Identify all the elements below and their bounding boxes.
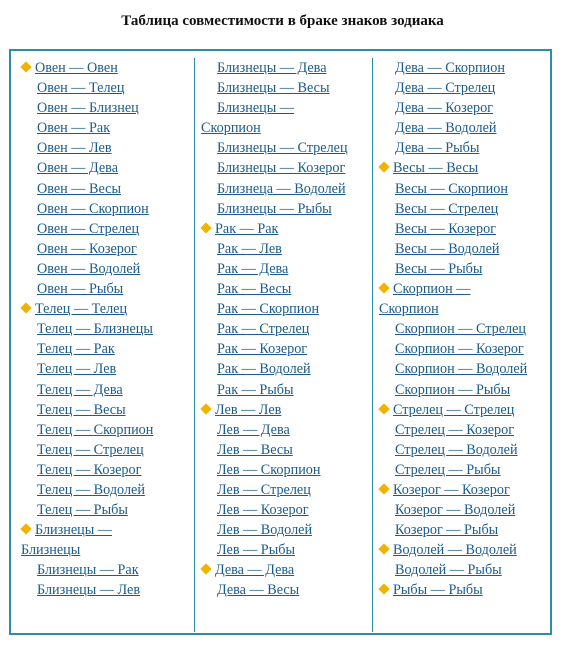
pair-item — [373, 279, 551, 299]
pair-item — [11, 480, 194, 500]
pair-item — [195, 158, 372, 178]
pair-link[interactable]: Овен — Телец — [37, 80, 125, 97]
pair-item — [195, 98, 372, 118]
diamond-bullet-icon — [378, 162, 389, 173]
pair-item — [11, 199, 194, 219]
pair-item — [11, 520, 194, 540]
pair-item — [11, 98, 194, 118]
pair-item — [195, 219, 372, 239]
pair-link[interactable]: Телец — Весы — [37, 401, 126, 418]
pair-link[interactable]: Лев — Дева — [217, 421, 290, 438]
pair-link[interactable]: Близнецы — Рак — [37, 562, 139, 579]
pair-link[interactable]: Рак — Лев — [217, 240, 282, 257]
pair-item — [195, 460, 372, 480]
pair-item — [195, 540, 372, 560]
pair-item — [11, 58, 194, 78]
pair-link[interactable]: Водолей — Водолей — [393, 542, 517, 559]
pair-link[interactable]: Лев — Весы — [217, 441, 293, 458]
pair-link[interactable]: Телец — Телец — [35, 301, 128, 318]
pair-link[interactable]: Телец — Рак — [37, 341, 115, 358]
pair-link[interactable]: Стрелец — Рыбы — [395, 461, 501, 478]
diamond-bullet-icon — [378, 544, 389, 555]
pair-link[interactable]: Скорпион — — [393, 281, 471, 298]
pair-item — [373, 138, 551, 158]
pair-link[interactable]: Близнецы — Стрелец — [217, 140, 348, 157]
pair-link[interactable]: Скорпион — [379, 301, 439, 318]
diamond-bullet-icon — [20, 61, 31, 72]
pair-link[interactable]: Рак — Рыбы — [217, 381, 294, 398]
pair-item — [11, 299, 194, 319]
pair-link[interactable]: Стрелец — Стрелец — [393, 401, 515, 418]
pair-item — [373, 420, 551, 440]
pair-item — [11, 78, 194, 98]
pair-link[interactable]: Рак — Стрелец — [217, 321, 310, 338]
pair-link[interactable]: Козерог — Водолей — [395, 502, 516, 519]
pair-item — [195, 239, 372, 259]
pair-link[interactable]: Весы — Стрелец — [395, 200, 499, 217]
pair-item — [373, 339, 551, 359]
pair-link[interactable]: Скорпион — Рыбы — [395, 381, 511, 398]
column-1 — [11, 58, 195, 632]
pair-item — [373, 78, 551, 98]
pair-link[interactable]: Телец — Скорпион — [37, 421, 154, 438]
pair-link[interactable]: Овен — Козерог — [37, 240, 137, 257]
pair-link[interactable]: Лев — Скорпион — [217, 461, 321, 478]
pair-item — [11, 138, 194, 158]
pair-link[interactable]: Овен — Рыбы — [37, 281, 124, 298]
column-2 — [195, 58, 373, 632]
pair-item — [373, 259, 551, 279]
pair-link[interactable]: Рак — Скорпион — [217, 301, 320, 318]
pair-item — [195, 339, 372, 359]
pair-link[interactable]: Телец — Стрелец — [37, 441, 144, 458]
pair-item — [11, 319, 194, 339]
pair-link[interactable]: Лев — Лев — [215, 401, 282, 418]
pair-item — [195, 580, 372, 600]
pair-link[interactable]: Рак — Рак — [215, 220, 279, 237]
pair-item — [11, 118, 194, 138]
pair-link[interactable]: Овен — Скорпион — [37, 200, 149, 217]
pair-item — [373, 98, 551, 118]
pair-item — [11, 460, 194, 480]
pair-link[interactable]: Овен — Дева — [37, 160, 118, 177]
pair-link[interactable]: Дева — Скорпион — [395, 60, 505, 76]
pair-link[interactable]: Лев — Козерог — [217, 502, 309, 519]
pair-link[interactable]: Близнецы — Козерог — [217, 160, 346, 177]
pair-item — [195, 500, 372, 520]
diamond-bullet-icon — [20, 302, 31, 313]
pair-item — [11, 239, 194, 259]
pair-item — [373, 400, 551, 420]
pair-item — [11, 259, 194, 279]
pair-item — [195, 259, 372, 279]
pair-item — [11, 279, 194, 299]
pair-link[interactable]: Дева — Весы — [217, 582, 300, 599]
pair-item — [11, 179, 194, 199]
pair-link[interactable]: Телец — Водолей — [37, 481, 145, 498]
pair-item — [373, 319, 551, 339]
pair-link[interactable]: Весы — Водолей — [395, 240, 500, 257]
pair-item — [195, 480, 372, 500]
diamond-bullet-icon — [200, 222, 211, 233]
pair-link[interactable]: Телец — Дева — [37, 381, 123, 398]
pair-item — [373, 179, 551, 199]
pair-link[interactable]: Овен — Весы — [37, 180, 121, 197]
pair-item — [11, 440, 194, 460]
pair-link[interactable]: Близнеца — Водолей — [217, 180, 346, 197]
diamond-bullet-icon — [378, 282, 389, 293]
pair-link[interactable]: Дева — Стрелец — [395, 80, 496, 97]
pair-item — [373, 359, 551, 379]
pair-item — [195, 359, 372, 379]
pair-link[interactable]: Овен — Стрелец — [37, 220, 140, 237]
pair-item — [11, 400, 194, 420]
pair-link[interactable]: Рак — Дева — [217, 260, 289, 277]
diamond-bullet-icon — [200, 403, 211, 414]
pair-link[interactable]: Дева — Козерог — [395, 100, 493, 117]
diamond-bullet-icon — [378, 483, 389, 494]
pair-link[interactable]: Скорпион — [201, 120, 261, 137]
diamond-bullet-icon — [20, 523, 31, 534]
pair-link[interactable]: Овен — Овен — [35, 60, 118, 76]
pair-item — [195, 179, 372, 199]
pair-link[interactable]: Близнецы — Весы — [217, 80, 330, 97]
pair-item — [11, 560, 194, 580]
pair-item — [373, 440, 551, 460]
pair-link[interactable]: Рак — Водолей — [217, 361, 311, 378]
pair-item — [195, 199, 372, 219]
pair-item — [373, 380, 551, 400]
pair-link[interactable]: Телец — Козерог — [37, 461, 142, 478]
pair-item — [373, 460, 551, 480]
pair-item — [195, 319, 372, 339]
pair-link[interactable]: Козерог — Козерог — [393, 481, 510, 498]
pair-item — [195, 380, 372, 400]
pair-link[interactable]: Овен — Рак — [37, 120, 111, 137]
pair-item — [11, 158, 194, 178]
pair-item — [11, 580, 194, 600]
diamond-bullet-icon — [378, 584, 389, 595]
pair-link[interactable]: Весы — Козерог — [395, 220, 496, 237]
pair-item — [195, 118, 372, 138]
pair-item — [195, 279, 372, 299]
diamond-bullet-icon — [378, 403, 389, 414]
pair-link[interactable]: Скорпион — Водолей — [395, 361, 528, 378]
pair-item — [195, 78, 372, 98]
pair-link[interactable]: Телец — Рыбы — [37, 502, 128, 519]
diamond-bullet-icon — [200, 564, 211, 575]
pair-link[interactable]: Овен — Близнец — [37, 100, 139, 117]
pair-link[interactable]: Близнецы — Дева — [217, 60, 327, 76]
pair-item — [195, 560, 372, 580]
pair-link[interactable]: Близнецы — Лев — [37, 582, 141, 599]
pair-item — [373, 560, 551, 580]
pair-item — [373, 219, 551, 239]
pair-item — [373, 239, 551, 259]
pair-item — [11, 420, 194, 440]
pair-link[interactable]: Рыбы — Рыбы — [393, 582, 483, 599]
pair-link[interactable]: Весы — Рыбы — [395, 260, 483, 277]
pair-link[interactable]: Весы — Скорпион — [395, 180, 508, 197]
pair-link[interactable]: Близнецы — — [217, 100, 294, 117]
pair-link[interactable]: Дева — Водолей — [395, 120, 497, 137]
pair-item — [195, 520, 372, 540]
pair-link[interactable]: Водолей — Рыбы — [395, 562, 502, 579]
pair-link[interactable]: Скорпион — Стрелец — [395, 321, 526, 338]
pair-link[interactable]: Телец — Близнецы — [37, 321, 153, 338]
pair-link[interactable]: Рак — Козерог — [217, 341, 308, 358]
pair-link[interactable]: Дева — Дева — [215, 562, 295, 579]
pair-link[interactable]: Стрелец — Козерог — [395, 421, 515, 438]
pair-item — [195, 138, 372, 158]
pair-link[interactable]: Лев — Рыбы — [217, 542, 295, 559]
pair-item — [373, 299, 551, 319]
pair-item — [373, 58, 551, 78]
pair-link[interactable]: Близнецы — Рыбы — [217, 200, 332, 217]
pair-link[interactable]: Лев — Стрелец — [217, 481, 311, 498]
pair-item — [11, 339, 194, 359]
pair-item — [11, 359, 194, 379]
pair-link[interactable]: Скорпион — Козерог — [395, 341, 524, 358]
pair-link[interactable]: Телец — Лев — [37, 361, 117, 378]
pair-link[interactable]: Овен — Лев — [37, 140, 112, 157]
pair-item — [373, 580, 551, 600]
pair-item — [373, 199, 551, 219]
pair-item — [195, 299, 372, 319]
pair-item — [195, 58, 372, 78]
pair-item — [373, 118, 551, 138]
pair-item — [195, 420, 372, 440]
pair-link[interactable]: Дева — Рыбы — [395, 140, 480, 157]
pair-link[interactable]: Весы — Весы — [393, 160, 479, 177]
pair-link[interactable]: Рак — Весы — [217, 281, 292, 298]
pair-link[interactable]: Близнецы — — [35, 522, 112, 539]
pair-item — [11, 380, 194, 400]
pair-item — [11, 500, 194, 520]
pair-item — [373, 480, 551, 500]
pair-link[interactable]: Козерог — Рыбы — [395, 522, 499, 539]
pair-link[interactable]: Близнецы — [21, 542, 81, 559]
pair-item — [373, 500, 551, 520]
pair-item — [11, 219, 194, 239]
pair-link[interactable]: Лев — Водолей — [217, 522, 313, 539]
pair-item — [373, 540, 551, 560]
pair-item — [11, 540, 194, 560]
page-title: Таблица совместимости в браке знаков зодиака — [121, 13, 444, 29]
pair-item — [195, 440, 372, 460]
pair-item — [195, 400, 372, 420]
pair-link[interactable]: Овен — Водолей — [37, 260, 141, 277]
column-3 — [373, 58, 551, 632]
pair-item — [373, 158, 551, 178]
pair-item — [373, 520, 551, 540]
pair-link[interactable]: Стрелец — Водолей — [395, 441, 518, 458]
